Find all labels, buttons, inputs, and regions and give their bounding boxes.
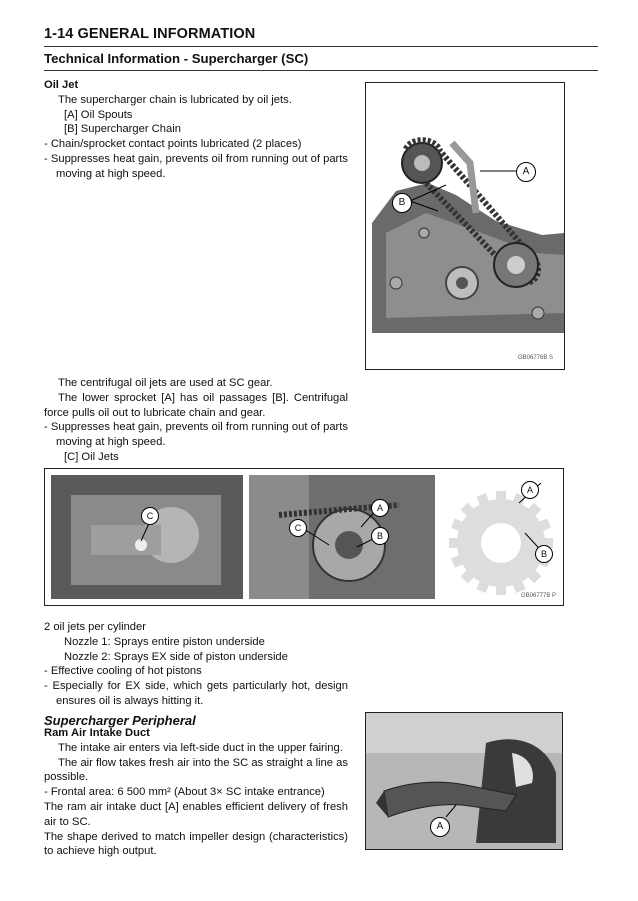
label-supercharger-chain: [B] Supercharger Chain (64, 123, 181, 136)
oil-jets-photo-left (51, 475, 243, 599)
nozzle-bullet-2: - Especially for EX side, which gets particularly hot, design ensures oil is always hitting it. (44, 680, 348, 707)
oil-jet-text (44, 78, 348, 182)
centrifugal-bullet: - Suppresses heat gain, prevents oil from running out of parts moving at high speed. (44, 421, 348, 449)
oil-jets-photo-middle-drawing (249, 475, 435, 599)
peripheral-text (44, 726, 348, 859)
callout-c-middle: C (289, 519, 307, 537)
label-oil-spouts: [A] Oil Spouts (64, 108, 133, 121)
figure-code-2: GB06777B P (521, 593, 557, 599)
nozzle-2: Nozzle 2: Sprays EX side of piston underside (64, 650, 288, 663)
peripheral-title: Supercharger Peripheral (44, 713, 196, 728)
oil-jets-photo-left-drawing (51, 475, 243, 599)
oil-jets-figure (44, 468, 564, 606)
callout-b: B (392, 193, 412, 213)
callout-a-duct: A (430, 817, 450, 837)
bullet-contact-points: - Chain/sprocket contact points lubricated (2 places) (44, 138, 302, 151)
section-rule (44, 70, 598, 71)
ram-air-duct-drawing (366, 713, 562, 849)
callout-c-left: C (141, 507, 159, 525)
ram-air-heading: Ram Air Intake Duct (44, 727, 150, 739)
centrifugal-text (44, 376, 348, 465)
callout-b-sprocket: B (535, 545, 553, 563)
oil-jet-intro: The supercharger chain is lubricated by oil jets. (58, 93, 292, 106)
chain-drawing (366, 83, 564, 369)
figure-code: GB06776B S (518, 355, 554, 361)
nozzle-bullet-1: - Effective cooling of hot pistons (44, 665, 202, 678)
sprocket-illustration (441, 475, 559, 599)
centrifugal-p1: The centrifugal oil jets are used at SC gear. (58, 377, 273, 389)
callout-a: A (516, 162, 536, 182)
label-oil-jets: [C] Oil Jets (64, 450, 119, 463)
ram-air-duct-figure (365, 712, 563, 850)
oil-jets-photo-middle (249, 475, 435, 599)
callout-a-sprocket: A (521, 481, 539, 499)
nozzle-intro: 2 oil jets per cylinder (44, 621, 146, 633)
nozzle-1: Nozzle 1: Sprays entire piston underside (64, 635, 265, 648)
oil-jet-heading: Oil Jet (44, 79, 79, 91)
centrifugal-p2: The lower sprocket [A] has oil passages [B]. Centrifugal force pulls oil out to lubricate chain and gear. (44, 391, 348, 419)
ram-air-p5: The shape derived to match impeller design (characteristics) to achieve high output. (44, 830, 348, 858)
ram-air-frontal-area: - Frontal area: 6 500 mm² (About 3× SC intake entrance) (44, 786, 325, 799)
header-rule (44, 46, 598, 47)
callout-a-middle: A (371, 499, 389, 517)
bullet-heat-gain: - Suppresses heat gain, prevents oil from running out of parts moving at high speed. (44, 152, 348, 180)
page-title: 1-14 GENERAL INFORMATION (44, 26, 256, 42)
ram-air-p4: The ram air intake duct [A] enables efficient delivery of fresh air to SC. (44, 800, 348, 828)
supercharger-chain-figure (365, 82, 565, 370)
section-title: Technical Information - Supercharger (SC) (44, 51, 309, 66)
callout-b-middle: B (371, 527, 389, 545)
nozzle-text (44, 620, 348, 709)
ram-air-p2: The air flow takes fresh air into the SC as straight a line as possible. (44, 756, 348, 784)
ram-air-p1: The intake air enters via left-side duct in the upper fairing. (58, 741, 343, 754)
